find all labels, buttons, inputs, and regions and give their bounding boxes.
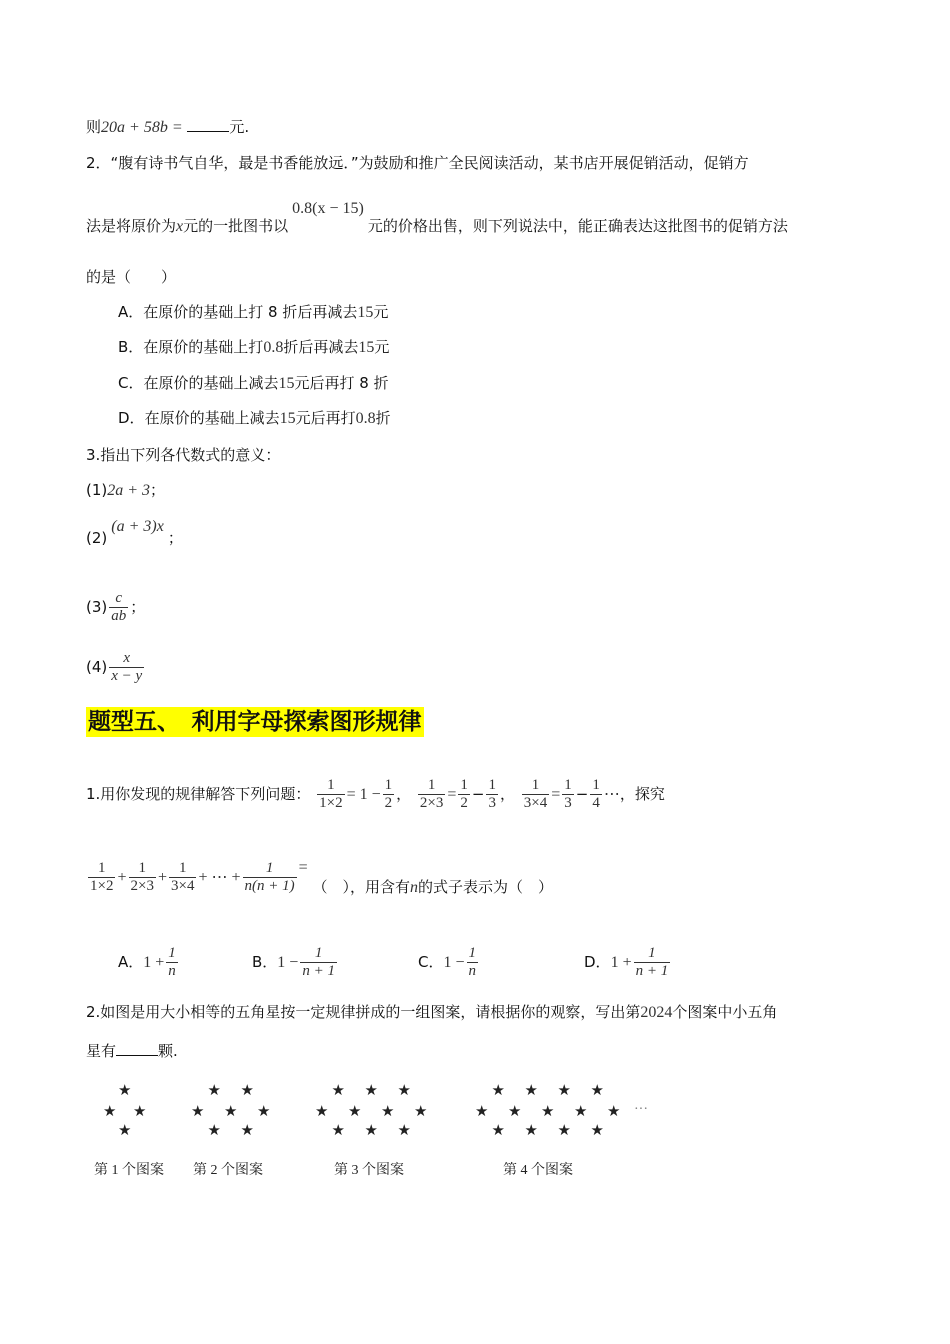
- math-num: 15: [279, 410, 296, 427]
- text: 折: [375, 409, 391, 427]
- numerator: 1: [564, 777, 572, 793]
- math-op: 1 −: [277, 954, 299, 971]
- math-op: +: [157, 869, 167, 886]
- star-icon: ★: [133, 1102, 147, 1120]
- q3-item-2: [86, 518, 183, 549]
- q2-line2: [86, 200, 788, 237]
- numerator: 1: [427, 777, 436, 793]
- math-num: 0.8: [355, 410, 376, 427]
- ellipsis: ···: [634, 1102, 648, 1117]
- math-num: 15: [357, 304, 374, 321]
- text: 折后再减去: [283, 338, 359, 356]
- denominator: 3×4: [171, 878, 195, 894]
- star-icon: ★: [331, 1081, 345, 1099]
- fraction: [486, 777, 498, 812]
- answer-line: [86, 117, 249, 138]
- numerator: 1: [488, 777, 496, 793]
- text: 元.: [229, 118, 250, 136]
- math-num: 15: [358, 339, 375, 356]
- pattern-label: 第 2 个图案: [193, 1163, 263, 1178]
- numerator: x: [123, 650, 131, 666]
- star-icon: ★: [607, 1102, 621, 1120]
- star-icon: ★: [574, 1102, 588, 1120]
- q3-title: 3.指出下列各代数式的意义：: [86, 446, 281, 464]
- fraction: [383, 777, 395, 812]
- q2-option-d[interactable]: [118, 408, 391, 429]
- text: ；: [167, 529, 183, 547]
- math-op: 1 −: [443, 954, 465, 971]
- item-label: (2): [86, 529, 108, 547]
- text: 颗.: [158, 1042, 178, 1060]
- fraction: [109, 590, 128, 625]
- star-icon: ★: [257, 1102, 271, 1120]
- denominator: 2: [384, 795, 393, 811]
- denominator: 4: [592, 795, 600, 811]
- q2-option-c[interactable]: [118, 373, 389, 394]
- star-icon: ★: [364, 1081, 378, 1099]
- star-icon: ★: [103, 1102, 117, 1120]
- star-icon: ★: [524, 1081, 538, 1099]
- fraction: [418, 777, 445, 812]
- fraction: [109, 650, 144, 685]
- numerator: 1: [168, 945, 176, 961]
- numerator: 1: [592, 777, 600, 793]
- star-icon: ★: [491, 1081, 505, 1099]
- star-icon: ★: [118, 1081, 132, 1099]
- math-expr: 2a + 3: [107, 482, 151, 499]
- option-label: C．: [418, 953, 444, 971]
- fraction: [243, 860, 297, 895]
- q-number: 2．: [86, 154, 111, 172]
- denominator: 1×2: [90, 878, 114, 894]
- text: 在原价的基础上打 8 折后再减去: [143, 303, 358, 321]
- star-icon: ★: [224, 1102, 238, 1120]
- q2-option-a[interactable]: [118, 302, 388, 323]
- fraction: [300, 945, 337, 980]
- denominator: n: [468, 963, 477, 979]
- q2-line1: [86, 153, 749, 173]
- option-label: D．: [118, 409, 145, 427]
- q3-item-1: [86, 480, 165, 501]
- numerator: 1: [314, 945, 323, 961]
- pattern-label: 第 3 个图案: [334, 1163, 404, 1178]
- math-num: 2024: [640, 1004, 673, 1021]
- fraction: [562, 777, 574, 812]
- option-label: B．: [252, 953, 278, 971]
- math-op: =: [298, 859, 308, 876]
- star-icon: ★: [524, 1121, 538, 1139]
- fraction: [467, 945, 479, 980]
- fraction: [166, 945, 178, 980]
- numerator: 1: [648, 945, 656, 961]
- math-op: +: [117, 869, 127, 886]
- math-var: x: [176, 218, 184, 235]
- denominator: n: [168, 963, 176, 979]
- item-label: (3): [86, 598, 108, 616]
- text: 元的价格出售，则下列说法中，能正确表达这批图书的促销方法: [367, 217, 788, 235]
- star-icon: ★: [118, 1121, 132, 1139]
- text: （ ），用含有: [312, 878, 410, 896]
- text: 个图案中小五角: [672, 1003, 778, 1021]
- denominator: n + 1: [635, 963, 669, 979]
- denominator: x − y: [111, 668, 143, 684]
- star-icon: ★: [475, 1102, 489, 1120]
- text: ；: [150, 481, 166, 499]
- text: 元的一批图书以: [183, 217, 289, 235]
- denominator: 2×3: [130, 878, 154, 894]
- text: 在原价的基础上减去: [143, 374, 279, 392]
- fraction: [129, 860, 156, 895]
- numerator: 1: [384, 777, 393, 793]
- text: 2.如图是用大小相等的五角星按一定规律拼成的一组图案，请根据你的观察，写出第: [86, 1003, 641, 1021]
- star-icon: ★: [240, 1121, 254, 1139]
- p1-option-d[interactable]: [584, 945, 672, 980]
- star-icon: ★: [414, 1102, 428, 1120]
- denominator: n(n + 1): [244, 878, 295, 894]
- star-icon: ★: [491, 1121, 505, 1139]
- option-label: D．: [584, 953, 611, 971]
- pattern-label: 第 1 个图案: [94, 1163, 164, 1178]
- option-label: B．: [118, 338, 144, 356]
- text: ；: [130, 598, 146, 616]
- math-num: 0.8: [263, 339, 284, 356]
- star-icon: ★: [590, 1081, 604, 1099]
- pattern-label: 第 4 个图案: [503, 1163, 573, 1178]
- fraction: [522, 777, 549, 812]
- numerator: 1: [265, 860, 274, 876]
- numerator: 1: [327, 777, 335, 793]
- text: 在原价的基础上减去: [144, 409, 280, 427]
- star-icon: ★: [541, 1102, 555, 1120]
- star-icon: ★: [557, 1121, 571, 1139]
- q2-option-b[interactable]: [118, 337, 389, 358]
- fraction: [88, 860, 115, 895]
- text: 元: [373, 303, 389, 321]
- option-label: A．: [118, 303, 144, 321]
- answer-blank: [187, 117, 229, 132]
- math-expr: 20a + 58b =: [101, 119, 183, 136]
- star-icon: ★: [590, 1121, 604, 1139]
- p2-line2: [86, 1041, 178, 1061]
- p1-option-c[interactable]: [418, 945, 480, 980]
- q3-item-4: [86, 650, 146, 685]
- star-icon: ★: [207, 1121, 221, 1139]
- item-label: (4): [86, 658, 108, 676]
- text: 则: [86, 118, 102, 136]
- star-icon: ★: [364, 1121, 378, 1139]
- text: 法是将原价为: [86, 217, 177, 235]
- option-label: A．: [118, 953, 144, 971]
- text: 元后再打: [295, 409, 356, 427]
- math-op: =: [551, 786, 561, 803]
- denominator: 3: [488, 795, 496, 811]
- answer-blank: [116, 1041, 158, 1056]
- star-icon: ★: [315, 1102, 329, 1120]
- text: 元后再打 8 折: [294, 374, 389, 392]
- text: 在原价的基础上打: [143, 338, 264, 356]
- numerator: c: [115, 590, 123, 606]
- text: 的式子表示为（ ）: [417, 878, 553, 896]
- star-icon: ★: [348, 1102, 362, 1120]
- math-op: 1 +: [610, 954, 632, 971]
- star-icon: ★: [397, 1121, 411, 1139]
- denominator: 2×3: [419, 795, 444, 811]
- p1-sum-line: [86, 860, 553, 895]
- denominator: 1×2: [319, 795, 343, 811]
- fraction: [458, 777, 470, 812]
- p1-option-b[interactable]: [252, 945, 339, 980]
- star-icon: ★: [331, 1121, 345, 1139]
- denominator: n + 1: [302, 963, 335, 979]
- star-icon: ★: [240, 1081, 254, 1099]
- item-label: (1): [86, 481, 108, 499]
- math-expr: (a + 3)x: [111, 518, 164, 535]
- numerator: 1: [178, 860, 187, 876]
- star-icon: ★: [557, 1081, 571, 1099]
- math-op: =: [447, 786, 457, 803]
- fraction: [590, 777, 602, 812]
- text: “腹有诗书气自华，最是书香能放远．”为鼓励和推广全民阅读活动，某书店开展促销活动，促销方: [110, 154, 749, 172]
- math-op: + ⋯ +: [198, 869, 241, 886]
- star-icon: ★: [381, 1102, 395, 1120]
- text: 1.用你发现的规律解答下列问题：: [86, 785, 311, 803]
- numerator: 1: [468, 945, 477, 961]
- p1-tail: [312, 878, 553, 896]
- p1-option-a[interactable]: [118, 945, 180, 980]
- text: 星有: [86, 1042, 117, 1060]
- math-expr: 0.8(x − 15): [292, 200, 364, 217]
- star-icon: ★: [207, 1081, 221, 1099]
- math-dots: ⋯: [603, 786, 620, 803]
- math-op: 1 +: [143, 954, 165, 971]
- fraction: [169, 860, 196, 895]
- math-op: = 1 −: [346, 786, 381, 803]
- fraction: [317, 777, 344, 812]
- option-label: C．: [118, 374, 144, 392]
- denominator: 3×4: [523, 795, 548, 811]
- denominator: 2: [460, 795, 468, 811]
- q3-item-3: [86, 590, 145, 625]
- numerator: 1: [97, 860, 106, 876]
- math-var: n: [409, 879, 418, 896]
- p2-line1: [86, 1002, 777, 1023]
- numerator: 1: [138, 860, 146, 876]
- star-icon: ★: [191, 1102, 205, 1120]
- fraction: [634, 945, 671, 980]
- star-icon: ★: [397, 1081, 411, 1099]
- text: ，探究: [619, 785, 665, 803]
- denominator: 3: [564, 795, 572, 811]
- numerator: 1: [531, 777, 540, 793]
- p1-line1: 1.用你发现的规律解答下列问题： $\frac{1}{1\times 2}$ = 1 − $\frac{1}{2}$ ， $\frac{1}{2\times 3}$ = $\frac{1}{2}$ − $\frac{1}{3}$ ， $\frac{1}{3\times 4}$ = $\frac{1}{3}$ − $\frac{1}{4}$ ⋯，探究: [86, 777, 665, 811]
- numerator: 1: [460, 777, 468, 793]
- math-num: 15: [278, 375, 295, 392]
- star-icon: ★: [508, 1102, 522, 1120]
- text: 元: [374, 338, 390, 356]
- q2-line3: 的是（ ）: [86, 268, 177, 286]
- section-heading: 题型五、 利用字母探索图形规律: [88, 709, 422, 735]
- denominator: ab: [111, 608, 127, 624]
